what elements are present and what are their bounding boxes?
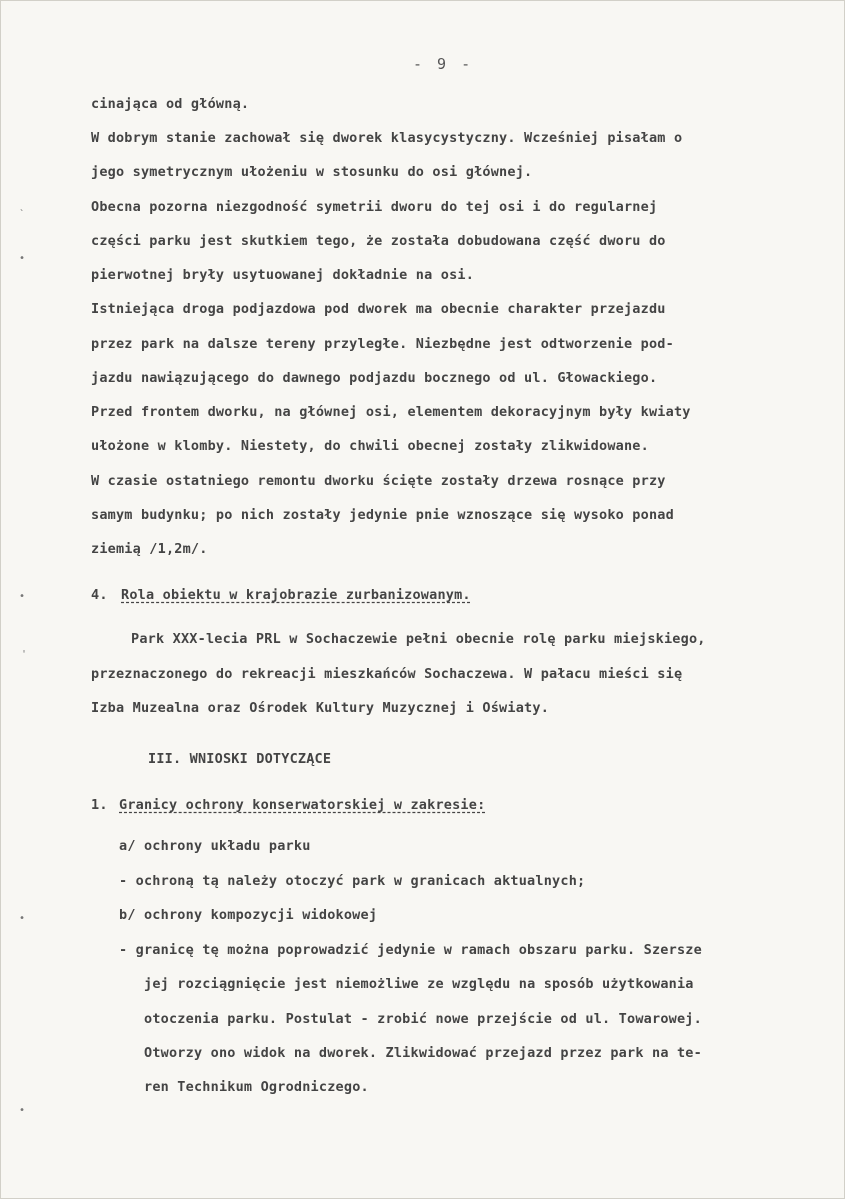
margin-mark: • <box>19 253 26 264</box>
body-line: ziemią /1,2m/. <box>91 541 208 557</box>
list-line: - granicę tę można poprowadzić jedynie w ramach obszaru parku. Szersze <box>119 942 702 958</box>
page-number: - 9 - <box>413 55 474 73</box>
chapter-heading: III. WNIOSKI DOTYCZĄCE <box>148 751 332 767</box>
body-line: Istniejąca droga podjazdowa pod dworek ma obecnie charakter przejazdu <box>91 301 666 317</box>
body-line: części parku jest skutkiem tego, że została dobudowana część dworu do <box>91 233 666 249</box>
item-heading: Granicy ochrony konserwatorskiej w zakresie: <box>119 797 486 813</box>
list-line: - ochroną tą należy otoczyć park w granicach aktualnych; <box>119 873 586 889</box>
margin-mark: • <box>19 1105 26 1116</box>
body-line: Przed frontem dworku, na głównej osi, elementem dekoracyjnym były kwiaty <box>91 404 691 420</box>
body-line: Obecna pozorna niezgodność symetrii dworu do tej osi i do regularnej <box>91 199 658 215</box>
body-line: W czasie ostatniego remontu dworku ścięte zostały drzewa rosnące przy <box>91 473 666 489</box>
list-line: otoczenia parku. Postulat - zrobić nowe przejście od ul. Towarowej. <box>144 1011 702 1027</box>
body-line: przez park na dalsze tereny przyległe. Niezbędne jest odtworzenie pod- <box>91 336 674 352</box>
item-number: 1. <box>91 797 108 813</box>
margin-mark: • <box>19 913 26 924</box>
list-line: b/ ochrony kompozycji widokowej <box>119 907 378 923</box>
margin-mark: ` <box>19 209 26 220</box>
section-number: 4. <box>91 587 108 603</box>
list-line: Otworzy ono widok na dworek. Zlikwidować przejazd przez park na te- <box>144 1045 702 1061</box>
section-heading: Rola obiektu w krajobrazie zurbanizowanym. <box>121 587 471 603</box>
body-line: pierwotnej bryły usytuowanej dokładnie na osi. <box>91 267 475 283</box>
body-line: Izba Muzealna oraz Ośrodek Kultury Muzycznej i Oświaty. <box>91 700 550 716</box>
margin-mark: • <box>19 591 26 602</box>
body-line: Park XXX-lecia PRL w Sochaczewie pełni obecnie rolę parku miejskiego, <box>131 631 706 647</box>
margin-mark: ' <box>21 649 28 660</box>
body-line: cinająca od główną. <box>91 96 250 112</box>
body-line: W dobrym stanie zachował się dworek klasycystyczny. Wcześniej pisałam o <box>91 130 683 146</box>
body-line: ułożone w klomby. Niestety, do chwili obecnej zostały zlikwidowane. <box>91 438 649 454</box>
list-line: jej rozciągnięcie jest niemożliwe ze względu na sposób użytkowania <box>144 976 694 992</box>
body-line: jego symetrycznym ułożeniu w stosunku do osi głównej. <box>91 164 533 180</box>
body-line: przeznaczonego do rekreacji mieszkańców Sochaczewa. W pałacu mieści się <box>91 666 683 682</box>
list-line: a/ ochrony układu parku <box>119 838 311 854</box>
list-line: ren Technikum Ogrodniczego. <box>144 1079 369 1095</box>
body-line: samym budynku; po nich zostały jedynie pnie wznoszące się wysoko ponad <box>91 507 674 523</box>
body-line: jazdu nawiązującego do dawnego podjazdu bocznego od ul. Głowackiego. <box>91 370 658 386</box>
